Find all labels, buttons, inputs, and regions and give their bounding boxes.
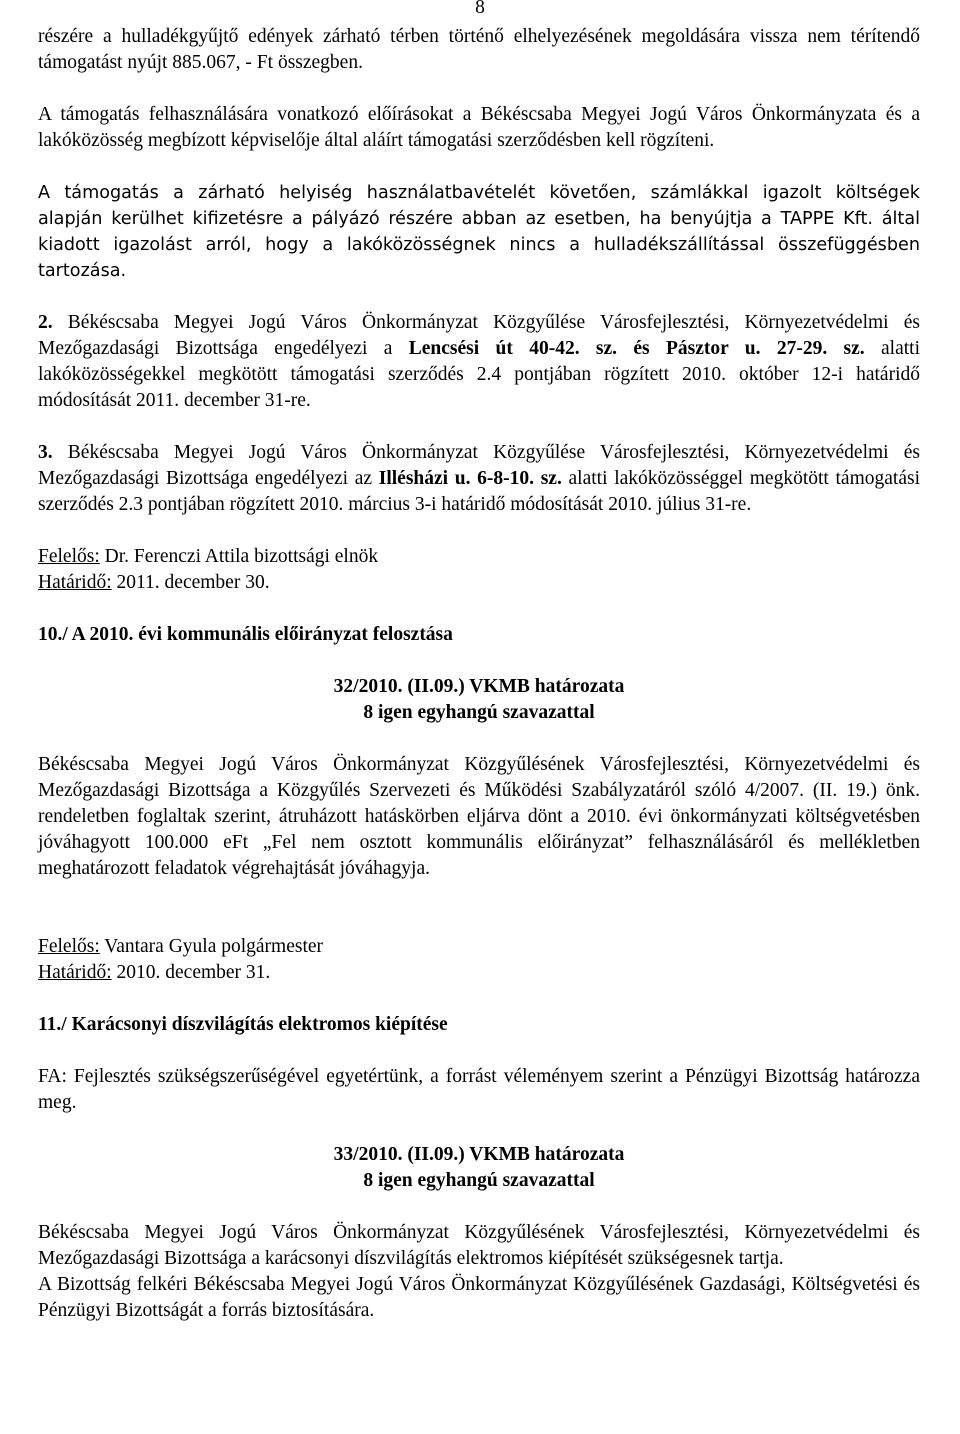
paragraph-request: A Bizottság felkéri Békéscsaba Megyei Jogú Város Önkormányzat Közgyűlésének Gazdasági, Költségvetési és Pénzügyi Bizottságát a forrás biztosítására. <box>38 1274 920 1321</box>
paragraph-contract-rules: A támogatás felhasználására vonatkozó előírásokat a Békéscsaba Megyei Jogú Város Önkormányzata és a lakóközösség megbízott képviselője által aláírt támogatási szerződésben kell rögzíteni. <box>38 104 920 151</box>
responsible-line: Felelős: Vantara Gyula polgármester <box>38 936 324 957</box>
address-bold: Illésházi u. 6-8-10. sz. <box>378 468 562 489</box>
deadline-line: Határidő: 2011. december 30. <box>38 572 270 593</box>
point-number: 2. <box>38 312 53 333</box>
responsible-label: Felelős: <box>38 936 100 957</box>
deadline-label: Határidő: <box>38 962 112 983</box>
responsible-label: Felelős: <box>38 546 100 567</box>
deadline-line: Határidő: 2010. december 31. <box>38 962 271 983</box>
paragraph-opinion: FA: Fejlesztés szükségszerűségével egyetértünk, a forrást véleményem szerint a Pénzügyi Bizottság határozza meg. <box>38 1066 920 1113</box>
responsible-line: Felelős: Dr. Ferenczi Attila bizottsági elnök <box>38 546 379 567</box>
resolution-32-title: 32/2010. (II.09.) VKMB határozata <box>333 676 625 697</box>
deadline-label: Határidő: <box>38 572 112 593</box>
resolution-33-vote: 8 igen egyhangú szavazattal <box>363 1170 595 1191</box>
paragraph-point-3: 3. Békéscsaba Megyei Jogú Város Önkormányzat Közgyűlése Városfejlesztési, Környezetvédelmi és Mezőgazdasági Bizottsága engedélyezi az Illésházi u. 6-8-10. sz. alatti lakóközösséggel megkötött támogatási szerződés 2.3 pontjában rögzített 2010. március 3-i határidő módosítását 2010. július 31-re. <box>38 442 920 515</box>
paragraph-payment-conditions: A támogatás a zárható helyiség használatbavételét követően, számlákkal igazolt költségek alapján kerülhet kifizetésre a pályázó részére abban az esetben, ha benyújtja a TAPPE Kft. által kiadott igazolást arról, hogy a lakóközösségnek nincs a hulladékszállítással összefüggésben tartozása. <box>38 183 920 281</box>
paragraph-support-amount: részére a hulladékgyűjtő edények zárható térben történő elhelyezésének megoldására vissza nem térítendő támogatást nyújt 885.067, - Ft összegben. <box>38 26 920 73</box>
point-number: 3. <box>38 442 53 463</box>
resolution-32-vote: 8 igen egyhangú szavazattal <box>363 702 595 723</box>
paragraph-resolution-33: Békéscsaba Megyei Jogú Város Önkormányzat Közgyűlésének Városfejlesztési, Környezetvédelmi és Mezőgazdasági Bizottsága a karácsonyi díszvilágítás elektromos kiépítését szükségesnek tartja. <box>38 1222 920 1269</box>
section-heading-11: 11./ Karácsonyi díszvilágítás elektromos kiépítése <box>38 1014 448 1035</box>
document-body <box>38 24 920 1324</box>
address-bold: Lencsési út 40-42. sz. és Pásztor u. 27-29. sz. <box>408 338 865 359</box>
paragraph-resolution-32: Békéscsaba Megyei Jogú Város Önkormányzat Közgyűlésének Városfejlesztési, Környezetvédelmi és Mezőgazdasági Bizottsága a Közgyűlés Szervezeti és Működési Szabályzatáról szóló 4/2007. (II. 19.) önk. rendeletben foglaltak szerint, átruházott hatáskörben eljárva dönt a 2010. évi önkormányzati költségvetésben jóváhagyott 100.000 eFt „Fel nem osztott kommunális előirányzat” felhasználásáról és mellékletben meghatározott feladatok végrehajtását jóváhagyja. <box>38 754 920 879</box>
resolution-33-title: 33/2010. (II.09.) VKMB határozata <box>333 1144 625 1165</box>
page-number: 8 <box>475 0 485 18</box>
section-heading-10: 10./ A 2010. évi kommunális előirányzat felosztása <box>38 624 453 645</box>
paragraph-point-2: 2. Békéscsaba Megyei Jogú Város Önkormányzat Közgyűlése Városfejlesztési, Környezetvédelmi és Mezőgazdasági Bizottsága engedélyezi a Lencsési út 40-42. sz. és Pásztor u. 27-29. sz. alatti lakóközösségekkel megkötött támogatási szerződés 2.4 pontjában rögzített 2010. október 12-i határidő módosítását 2011. december 31-re. <box>38 312 921 411</box>
